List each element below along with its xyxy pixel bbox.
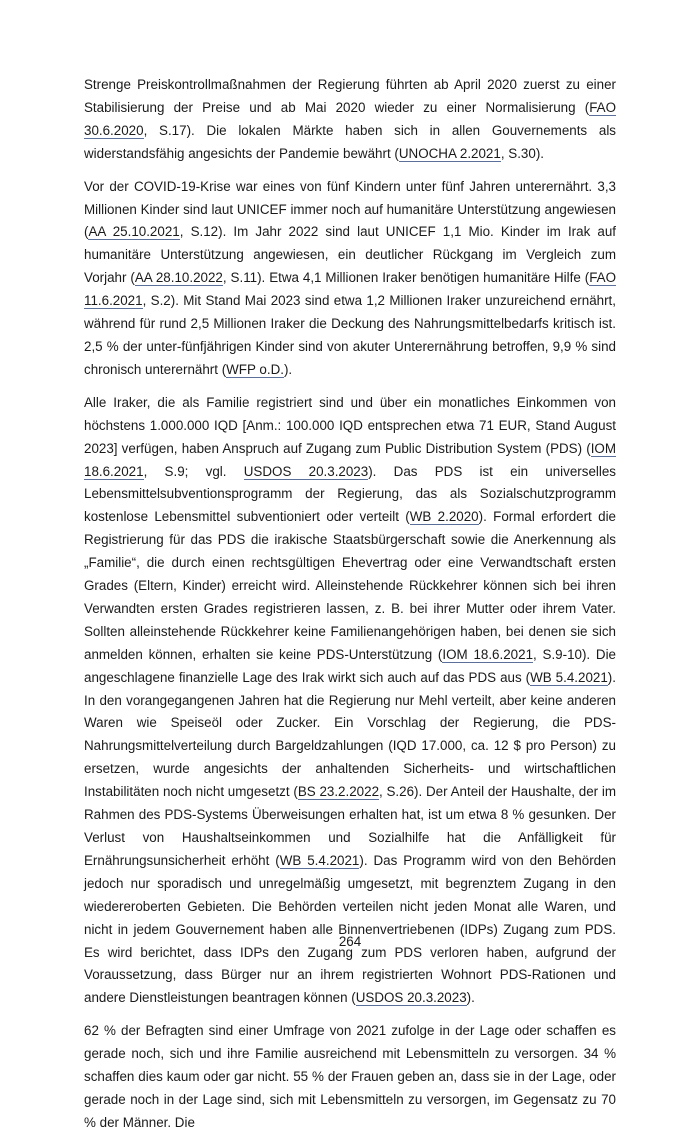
citation-link[interactable]: BS 23.2.2022 (297, 784, 380, 800)
citation-link[interactable]: FAO 30.6.2020 (84, 99, 616, 138)
text-run: ). Das PDS ist ein universelles Lebensmittelsubventionsprogramm der Regierung, das als Sozialschutzprogramm kostenlose Lebensmittel subventioniert oder verteilt ( (84, 463, 616, 525)
citation-link[interactable]: USDOS 20.3.2023 (243, 463, 369, 479)
citation-link[interactable]: USDOS 20.3.2023 (355, 990, 467, 1006)
citation-link[interactable]: FAO 11.6.2021 (84, 270, 616, 309)
paragraph (84, 392, 616, 1010)
citation-link[interactable]: AA 28.10.2022 (134, 270, 223, 286)
citation-link[interactable]: WB 5.4.2021 (279, 852, 360, 868)
citation-link[interactable]: AA 25.10.2021 (88, 224, 180, 240)
paragraph (84, 1020, 616, 1135)
text-run: ). (283, 361, 293, 377)
text-run: , S.12). Im Jahr 2022 sind laut UNICEF 1,1 Mio. Kinder im Irak auf humanitäre Unterstützung angewiesen, ein deutlicher Rückgang im Vergleich zum Vorjahr ( (84, 224, 616, 286)
text-run: 62 % der Befragten sind einer Umfrage von 2021 zufolge in der Lage oder schaffen es gerade noch, sich und ihre Familie ausreichend mit Lebensmitteln zu versorgen. 34 % schaffen dies kaum oder gar nicht. 55 % der Frauen geben an, dass sie in der Lage, oder gerade noch in der Lage sind, sich mit Lebensmitteln zu versorgen, im Gegensatz zu 70 % der Männer. Die (84, 1023, 616, 1130)
text-run: , S.26). Der Anteil der Haushalte, der im Rahmen des PDS-Systems Überweisungen erhalten hat, ist um etwa 8 % gesunken. Der Verlust von Haushaltseinkommen und Sozialhilfe hat die Anfälligkeit für Ernährungsunsicherheit erhöht ( (84, 784, 617, 868)
citation-link[interactable]: WB 5.4.2021 (530, 669, 608, 685)
body-text (84, 74, 616, 1145)
text-run: , S.9-10). Die angeschlagene finanzielle Lage des Irak wirkt sich auch auf das PDS aus ( (84, 646, 617, 685)
citation-link[interactable]: WFP o.D. (226, 361, 284, 377)
text-run: ). In den vorangegangenen Jahren hat die Regierung nur Mehl verteilt, aber keine anderen Waren wie Speiseöl oder Zucker. Ein Vorschlag der Regierung, die PDS-Nahrungsmittelverteilung durch Bargeldzahlungen (IQD 17.000, ca. 12 $ pro Person) zu ersetzen, wurde angesichts der anhaltenden Sicherheits- und wirtschaftlichen Instabilitäten noch nicht umgesetzt ( (84, 669, 616, 800)
text-run: Vor der COVID-19-Krise war eines von fünf Kindern unter fünf Jahren unterernährt. 3,3 Millionen Kinder sind laut UNICEF immer noch auf humanitäre Unterstützung angewiesen ( (84, 178, 616, 240)
text-run: ). (466, 990, 475, 1006)
citation-link[interactable]: IOM 18.6.2021 (84, 440, 616, 479)
text-run: , S.9; vgl. (143, 463, 244, 479)
text-run: , S.30). (500, 145, 544, 161)
text-run: , S.17). Die lokalen Märkte haben sich in allen Gouvernements als widerstandsfähig angesichts der Pandemie bewährt ( (84, 122, 616, 161)
paragraph (84, 74, 616, 166)
text-run: ). Das Programm wird von den Behörden jedoch nur sporadisch und unregelmäßig umgesetzt, mit begrenztem Zugang in den wiedereroberten Gebieten. Die Behörden verteilen nicht jeden Monat alle Waren, und nicht in jedem Gouvernement haben alle Binnenvertriebenen (IDPs) Zugang zum PDS. Es wird berichtet, dass IDPs den Zugang zum PDS verloren haben, aufgrund der Voraussetzung, dass Bürger nur an ihrem registrierten Wohnort PDS-Rationen und andere Dienstleistungen beantragen können ( (84, 852, 616, 1006)
text-run: , S.11). Etwa 4,1 Millionen Iraker benötigen humanitäre Hilfe ( (222, 270, 590, 286)
text-run: , S.2). Mit Stand Mai 2023 sind etwa 1,2 Millionen Iraker unzureichend ernährt, während für rund 2,5 Millionen Iraker die Deckung des Nahrungsmittelbedarfs kritisch ist. 2,5 % der unter-fünfjährigen Kinder sind von akuter Unterernährung betroffen, 9,9 % sind chronisch unterernährt ( (84, 293, 616, 377)
citation-link[interactable]: IOM 18.6.2021 (442, 646, 534, 662)
paragraph (84, 176, 616, 382)
citation-link[interactable]: WB 2.2020 (409, 509, 479, 525)
text-run: Strenge Preiskontrollmaßnahmen der Regierung führten ab April 2020 zuerst zu einer Stabilisierung der Preise und ab Mai 2020 wieder zu einer Normalisierung ( (84, 77, 616, 115)
text-run: ). Formal erfordert die Registrierung für das PDS die irakische Staatsbürgerschaft sowie die Anerkennung als „Familie“, die durch einen rechtsgültigen Ehevertrag oder eine Verwandtschaft ersten Grades (Eltern, Kinder) erreicht wird. Alleinstehende Rückkehrer können sich bei ihren Verwandten ersten Grades registrieren lassen, z. B. bei ihrer Mutter oder ihrem Vater. Sollten alleinstehende Rückkehrer keine Familienangehörigen haben, bei denen sie sich anmelden können, erhalten sie keine PDS-Unterstützung ( (84, 509, 616, 662)
citation-link[interactable]: UNOCHA 2.2021 (398, 145, 501, 161)
text-run: Alle Iraker, die als Familie registriert sind und über ein monatliches Einkommen von höchstens 1.000.000 IQD [Anm.: 100.000 IQD entsprechen etwa 71 EUR, Stand August 2023] verfügen, haben Anspruch auf Zugang zum Public Distribution System (PDS) ( (84, 394, 616, 456)
page-number: 264 (338, 934, 362, 949)
